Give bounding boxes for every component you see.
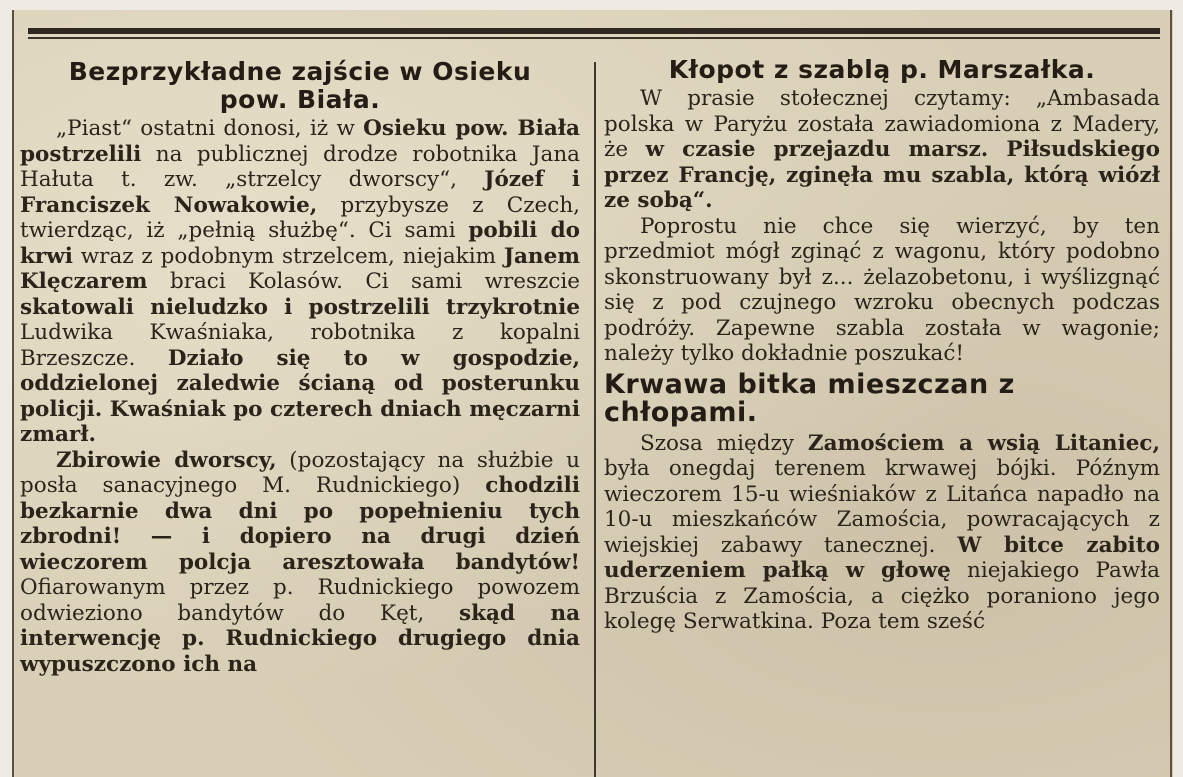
bold-text-run: w czasie przejazdu marsz. Piłsudskiego przez Francję, zginęła mu szabla, którą wiózł ze sobą“. bbox=[604, 137, 1161, 213]
left-column bbox=[20, 58, 580, 677]
column-divider bbox=[594, 62, 596, 777]
paper-edge-left bbox=[0, 0, 12, 777]
text-run: W prasie stołecznej czytamy: „Ambasada polska w Paryżu została zawiadomiona z Madery, że bbox=[604, 86, 1160, 162]
bold-text-run: W bitce zabito uderzeniem pałką w głowę bbox=[604, 532, 1160, 583]
text-run: (pozostający na służbie u posła sanacyjnego M. Rudnickiego) bbox=[20, 447, 581, 498]
bold-text-run: Zbirowie dworscy, bbox=[56, 447, 277, 473]
bold-text-run: Osieku pow. Biała postrzelili bbox=[20, 116, 580, 167]
left-headline-line2: pow. Biała. bbox=[219, 85, 381, 114]
right-column bbox=[604, 56, 1160, 635]
left-headline bbox=[20, 58, 580, 114]
right-paragraph-2 bbox=[604, 214, 1160, 367]
text-run: „Piast“ ostatni donosi, iż w bbox=[56, 116, 364, 141]
text-run: Ludwika Kwaśniaka, robotnika z kopalni Brzeszcze. bbox=[20, 320, 580, 371]
text-run: przybysze z Czech, twierdząc, iż „pełnią służbę“. Ci sami bbox=[20, 192, 580, 243]
bold-text-run: skatowali nieludzko i postrzelili trzykrotnie bbox=[20, 294, 580, 320]
left-paragraph-2 bbox=[20, 448, 580, 678]
bold-text-run: Zamościem a wsią Litaniec, bbox=[807, 430, 1160, 456]
left-headline-line1: Bezprzykładne zajście w Osieku bbox=[68, 57, 532, 86]
top-thick-rule bbox=[28, 28, 1160, 34]
left-paragraph-1 bbox=[20, 116, 580, 448]
text-run: Ofiarowanym przez p. Rudnickiego powozem odwieziono bandytów do Kęt, bbox=[20, 575, 580, 626]
text-run: niejakiego Pawła Brzuścia z Zamościa, a ciężko poraniono jego kolegę Serwatkina. Poza tem sześć bbox=[604, 558, 1160, 634]
text-run: Poprostu nie chce się wierzyć, by ten przedmiot mógł zginąć z wagonu, który podobno skonstruowany był z... żelazobetonu, i wyślizgnąć się z pod czujnego wzroku obecnych podczas podróży. Zapewne szabla została w wagonie; należy tylko dokładnie poszukać! bbox=[604, 213, 1160, 366]
text-run: była onegdaj terenem krwawej bójki. Późnym wieczorem 15-u wieśniaków z Litańca napadło na 10-u mieszkańców Zamościa, powracających z wiejskiej zabawy tanecznej. bbox=[604, 456, 1160, 558]
bold-text-run: skąd na interwencję p. Rudnickiego drugiego dnia wypuszczono ich na bbox=[20, 600, 581, 677]
right-paragraph-1 bbox=[604, 86, 1160, 214]
right-headline-1: Kłopot z szablą p. Marszałka. bbox=[668, 55, 1096, 84]
paper-edge-right bbox=[1173, 0, 1183, 777]
text-run: wraz z podobnym strzelcem, niejakim bbox=[72, 243, 504, 269]
right-border-line bbox=[1170, 10, 1172, 777]
bold-text-run: Działo się to w gospodzie, oddzielonej zaledwie ścianą od posterunku policji. Kwaśniak po czterech dniach męczarni zmarł. bbox=[20, 345, 580, 447]
right-paragraph-3 bbox=[604, 431, 1160, 635]
bold-text-run: Józef i Franciszek Nowakowie, bbox=[20, 167, 580, 218]
paper-edge-top bbox=[0, 0, 1183, 10]
bold-text-run: Janem Klęczarem bbox=[20, 243, 580, 294]
top-thin-rule bbox=[28, 37, 1160, 39]
bold-text-run: chodzili bezkarnie dwa dni po popełnieniu tych zbrodni! — i dopiero na drugi dzień wieczorem polcja aresztowała bandytów! bbox=[20, 473, 580, 575]
text-run: Szosa między bbox=[640, 430, 808, 456]
right-headline-2: Krwawa bitka mieszczan z chłopami. bbox=[604, 368, 1015, 428]
bold-text-run: pobili do krwi bbox=[20, 218, 580, 269]
text-run: na publicznej drodze robotnika Jana Hałuta t. zw. „strzelcy dworscy“, bbox=[20, 141, 580, 192]
text-run: braci Kolasów. Ci sami wreszcie bbox=[147, 269, 580, 294]
left-border-line bbox=[12, 10, 14, 777]
